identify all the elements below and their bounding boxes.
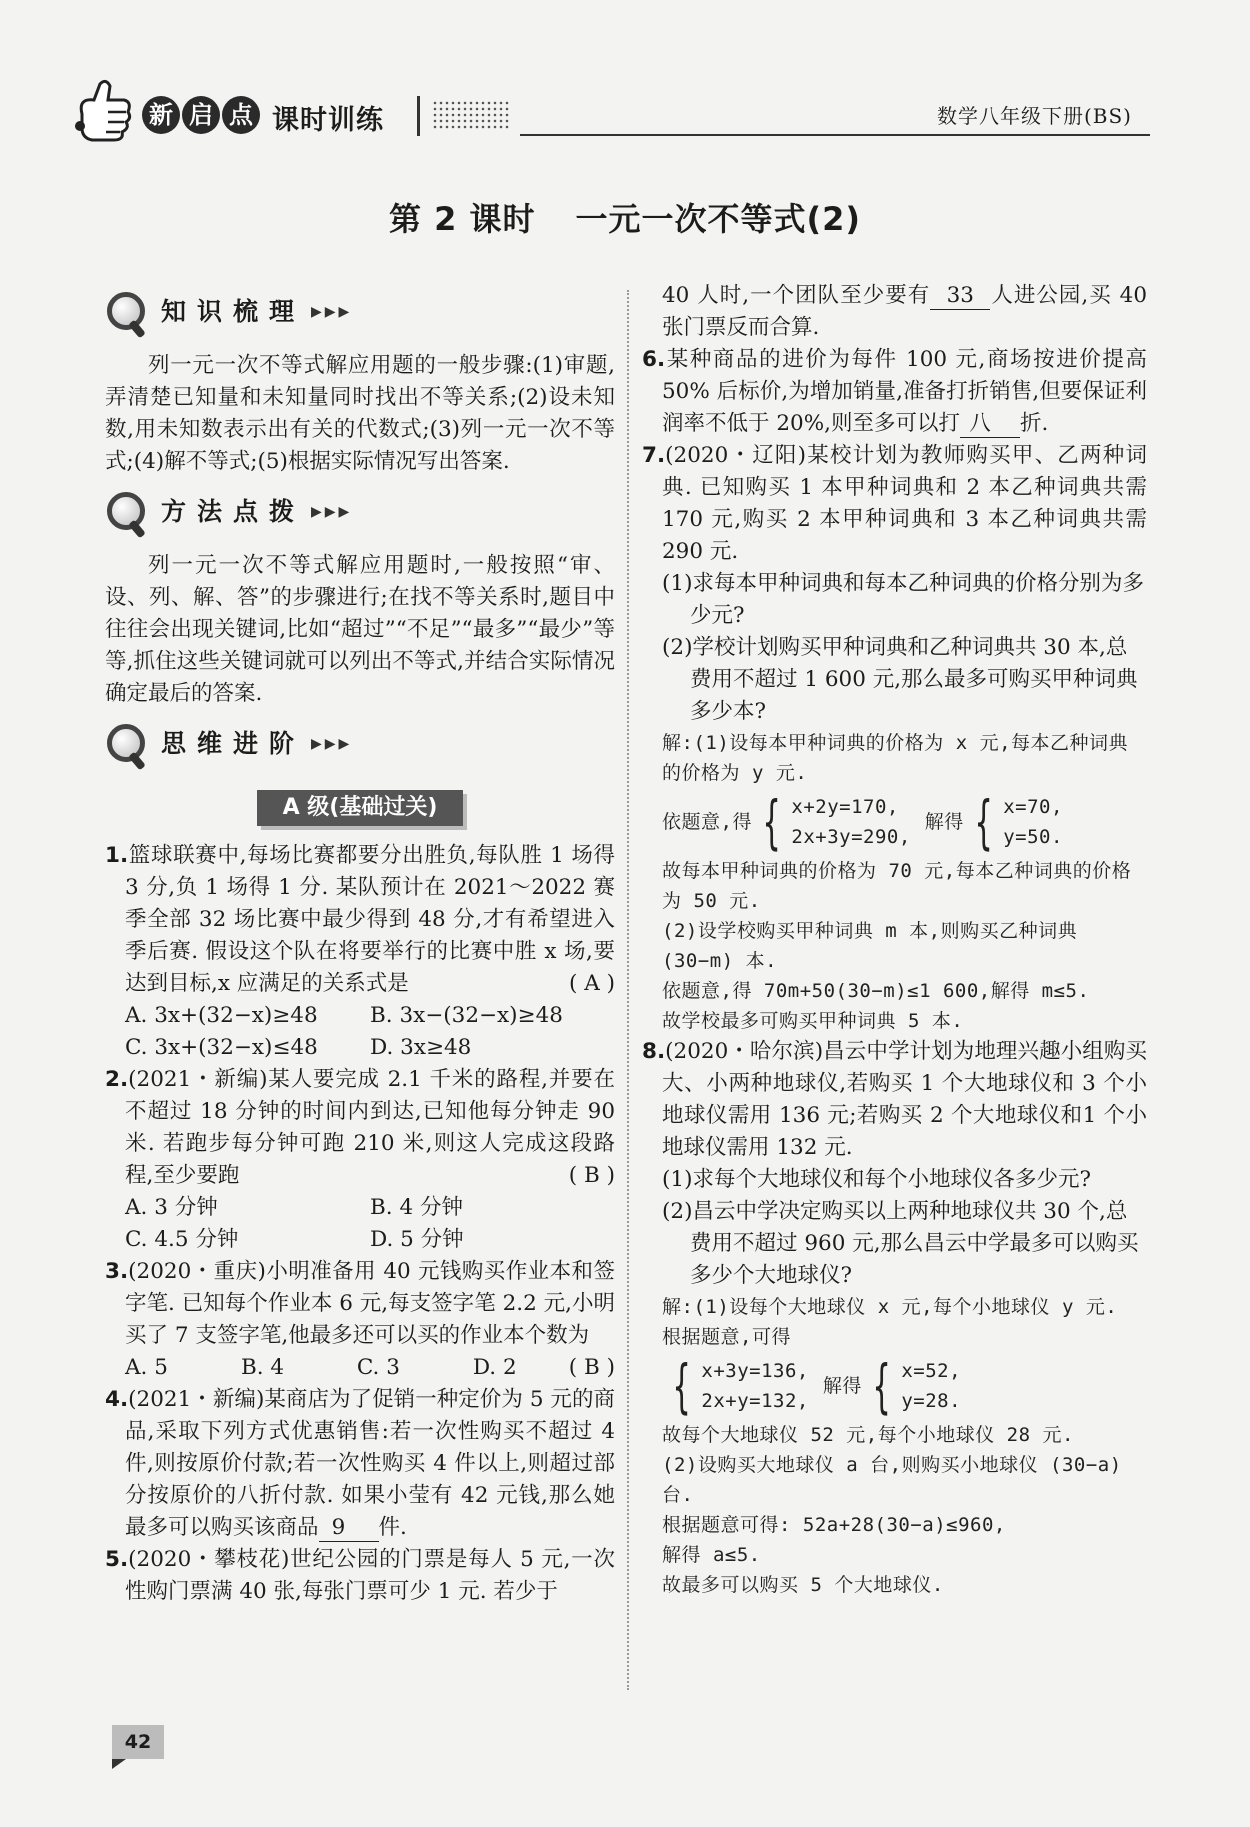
brace-icon: { (762, 788, 781, 856)
question-number: 8. (642, 1039, 666, 1064)
question-text: (2021・新编)某人要完成 2.1 千米的路程,并要在不超过 18 分钟的时间内到达,已知他每分钟走 90 米. 若跑步每分钟可跑 210 米,则这人完成这段路程,至少要跑 (125, 1067, 615, 1188)
option: D. 5 分钟 (370, 1227, 464, 1252)
solution-line: 解得 a≤5. (662, 1544, 761, 1566)
lesson-name: 一元一次不等式(2) (575, 200, 862, 238)
question-answer: ( B ) (568, 1355, 615, 1380)
arrows-icon: ▶▶▶ (311, 736, 353, 752)
answer-blank: 33 (930, 283, 990, 310)
option: A. 5 (125, 1355, 168, 1380)
option: B. 3x−(32−x)≥48 (370, 1003, 563, 1028)
question-text: (2020・哈尔滨)昌云中学计划为地理兴趣小组购买大、小两种地球仪,若购买 1 个大地球仪和 3 个小地球仪需用 136 元;若购买 2 个大地球仪和1 个小地球仪需用 132 元. (662, 1039, 1147, 1160)
question-text-after: 件. (378, 1515, 407, 1540)
section-advance (105, 716, 615, 772)
option: B. 4 分钟 (370, 1195, 463, 1220)
solution-line: 解:(1)设每本甲种词典的价格为 x 元,每本乙种词典的价格为 y 元. (662, 732, 1129, 784)
option: C. 3 (356, 1355, 400, 1380)
equation: 2x+3y=290, (791, 826, 911, 848)
question-8-part-2: (2)昌云中学决定购买以上两种地球仪共 30 个,总费用不超过 960 元,那么昌云中学最多可以购买多少个大地球仪? (662, 1199, 1139, 1288)
brace-icon: { (672, 1352, 691, 1420)
equation: y=28. (901, 1390, 962, 1412)
question-5 (105, 1544, 615, 1608)
question-2 (105, 1064, 615, 1192)
page-corner-mark (112, 1759, 126, 1769)
magnifier-icon (105, 490, 145, 534)
solution-line: 故最多可以购买 5 个大地球仪. (662, 1574, 944, 1596)
question-7-part-2: (2)学校计划购买甲种词典和乙种词典共 30 本,总费用不超过 1 600 元,那么最多可购买甲种词典多少本? (662, 635, 1138, 724)
option: A. 3x+(32−x)≥48 (125, 1003, 318, 1028)
knowledge-text: 列一元一次不等式解应用题的一般步骤:(1)审题,弄清楚已知量和未知量同时找出不等关系;(2)设未知数,用未知数表示出有关的代数式;(3)列一元一次不等式;(4)解不等式;(5)根据实际情况写出答案. (105, 353, 615, 474)
equation: 2x+y=132, (701, 1390, 809, 1412)
option: C. 4.5 分钟 (125, 1227, 239, 1252)
page-header (72, 78, 1152, 148)
page-number: 42 (112, 1725, 164, 1759)
solution-line: 故学校最多可购买甲种词典 5 本. (662, 1010, 964, 1032)
question-number: 1. (105, 843, 129, 868)
question-7-part-1: (1)求每本甲种词典和每本乙种词典的价格分别为多少元? (662, 571, 1144, 628)
solution-line: (2)设购买大地球仪 a 台,则购买小地球仪 (30−a) 台. (662, 1454, 1122, 1506)
section-title: 方法点拨 (161, 497, 306, 526)
question-text: (2021・新编)某商店为了促销一种定价为 5 元的商品,采取下列方式优惠销售:若一次性购买不超过 4 件,则按原价付款;若一次性购买 4 件以上,则超过部分按原价的八折付款. 如果小莹有 42 元钱,那么她最多可以购买该商品 (125, 1387, 615, 1540)
brand-char-2: 启 (182, 96, 220, 134)
solution-line: 故每本甲种词典的价格为 70 元,每本乙种词典的价格为 50 元. (662, 860, 1132, 912)
question-text: (2020・辽阳)某校计划为教师购买甲、乙两种词典. 已知购买 1 本甲种词典和 2 本乙种词典共需 170 元,购买 2 本甲种词典和 3 本乙种词典共需 290 元. (662, 443, 1147, 564)
magnifier-icon (105, 290, 145, 334)
question-answer: ( B ) (568, 1163, 615, 1188)
question-text: 篮球联赛中,每场比赛都要分出胜负,每队胜 1 场得 3 分,负 1 场得 1 分. 某队预计在 2021～2022 赛季全部 32 场比赛中最少得到 48 分,才有希望进入季后赛. 假设这个队在将要举行的比赛中胜 x 场,要达到目标,x 应满足的关系式是 (125, 843, 615, 996)
column-divider (627, 290, 629, 1690)
question-5-continued (642, 280, 1147, 344)
question-3-options (105, 1352, 589, 1384)
equation-system (642, 1352, 1147, 1420)
book-label: 数学八年级下册(BS) (936, 104, 1132, 128)
question-6 (642, 344, 1147, 440)
question-text: 40 人时,一个团队至少要有 (662, 283, 931, 308)
question-8-part-1: (1)求每个大地球仪和每个小地球仪各多少元? (662, 1167, 1091, 1192)
solution-line: 解得 (822, 1375, 862, 1397)
question-number: 7. (642, 443, 666, 468)
section-title: 思维进阶 (161, 729, 306, 758)
question-answer: ( A ) (569, 971, 615, 996)
arrows-icon: ▶▶▶ (311, 304, 353, 320)
solution-line: (2)设学校购买甲种词典 m 本,则购买乙种词典 (30−m) 本. (662, 920, 1078, 972)
magnifier-icon (105, 722, 145, 766)
equation: y=50. (1003, 826, 1063, 848)
equation: x+2y=170, (791, 796, 899, 818)
question-number: 2. (105, 1067, 129, 1092)
question-number: 3. (105, 1259, 129, 1284)
solution-line: 依题意,得 70m+50(30−m)≤1 600,解得 m≤5. (662, 980, 1090, 1002)
question-text: 某种商品的进价为每件 100 元,商场按进价提高 50% 后标价,为增加销量,准备打折销售,但要保证利润率不低于 20%,则至多可以打 (662, 347, 1147, 436)
header-dot-pattern (432, 100, 510, 130)
question-text-after: 折. (1019, 411, 1049, 436)
right-column (642, 280, 1147, 1600)
level-badge: A 级(基础过关) (257, 790, 463, 826)
option: A. 3 分钟 (125, 1195, 218, 1220)
option: C. 3x+(32−x)≤48 (125, 1035, 318, 1060)
option: D. 3x≥48 (370, 1035, 472, 1060)
solution-line: 解:(1)设每个大地球仪 x 元,每个小地球仪 y 元. 根据题意,可得 (662, 1296, 1118, 1348)
solution-line: 故每个大地球仪 52 元,每个小地球仪 28 元. (662, 1424, 1074, 1446)
solution-line: 解得 (924, 811, 964, 833)
equation: x=52, (901, 1360, 962, 1382)
equation-system (642, 788, 1147, 856)
equation: x=70, (1003, 796, 1063, 818)
method-text: 列一元一次不等式解应用题时,一般按照“审、设、列、解、答”的步骤进行;在找不等关系时,题目中往往会出现关键词,比如“超过”“不足”“最多”“最少”等等,抓住这些关键词就可以列出不等式,并结合实际情况确定最后的答案. (105, 553, 615, 706)
option: B. 4 (240, 1355, 285, 1380)
question-7 (642, 440, 1147, 568)
question-1 (105, 840, 615, 1000)
header-separator (417, 96, 420, 136)
question-1-options (105, 1000, 615, 1064)
header-rule (520, 134, 1150, 136)
question-text-after: 人进公园,买 40 张门票反而合算. (662, 283, 1147, 340)
section-title: 知识梳理 (161, 297, 306, 326)
section-method (105, 484, 615, 540)
question-text: (2020・重庆)小明准备用 40 元钱购买作业本和签字笔. 已知每个作业本 6 元,每支签字笔 2.2 元,小明买了 7 支签字笔,他最多还可以买的作业本个数为 (125, 1259, 615, 1348)
arrows-icon: ▶▶▶ (311, 504, 353, 520)
lesson-number: 第 2 课时 (388, 200, 536, 238)
question-number: 6. (642, 347, 666, 372)
question-4 (105, 1384, 615, 1544)
option: D. 2 (472, 1355, 517, 1380)
question-number: 4. (105, 1387, 129, 1412)
question-8 (642, 1036, 1147, 1164)
section-knowledge (105, 284, 615, 340)
brace-icon: { (974, 788, 993, 856)
thumbs-up-icon (72, 78, 134, 144)
brand-char-1: 新 (142, 96, 180, 134)
answer-blank: 八 (960, 411, 1020, 438)
solution-line: 依题意,得 (662, 811, 752, 833)
equation: x+3y=136, (701, 1360, 809, 1382)
left-column (105, 280, 615, 1608)
question-8-solution (642, 1292, 1147, 1600)
question-number: 5. (105, 1547, 129, 1572)
solution-line: 根据题意可得: 52a+28(30−a)≤960, (662, 1514, 1006, 1536)
answer-blank: 9 (319, 1515, 379, 1542)
question-7-solution (642, 728, 1147, 1036)
question-2-options (105, 1192, 615, 1256)
brand-suffix: 课时训练 (272, 105, 384, 136)
brace-icon: { (872, 1352, 891, 1420)
page-title (0, 194, 1250, 240)
question-text: (2020・攀枝花)世纪公园的门票是每人 5 元,一次性购门票满 40 张,每张门票可少 1 元. 若少于 (125, 1547, 615, 1604)
brand-char-3: 点 (222, 96, 260, 134)
